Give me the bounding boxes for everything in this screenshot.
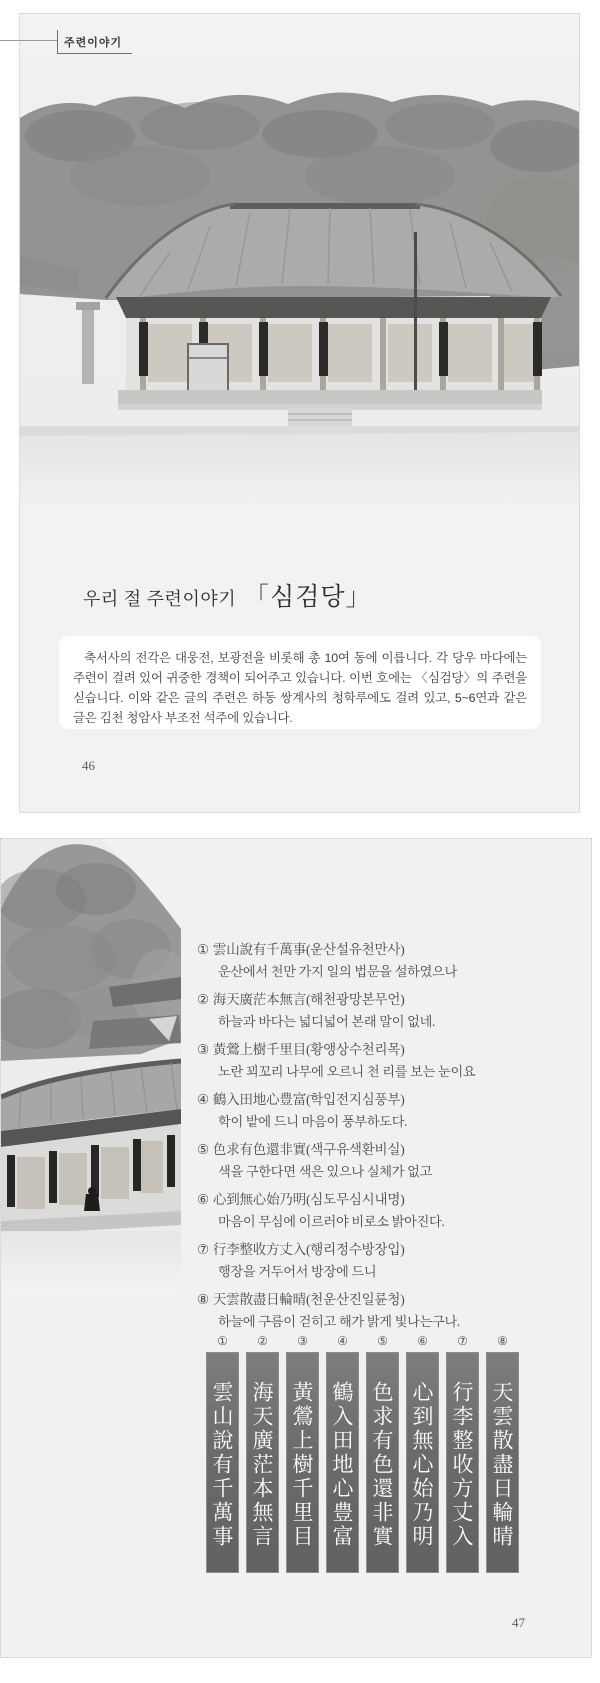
panel-number: ③	[297, 1334, 308, 1348]
panel-board: 心到無心始乃明	[406, 1352, 439, 1573]
panel-number: ①	[217, 1334, 228, 1348]
couplet-number: ④	[197, 1092, 209, 1107]
couplet-hanja: 雲山說有千萬事	[212, 942, 307, 957]
calligraphy-panels	[206, 1333, 519, 1573]
couplet-item-7	[197, 1238, 573, 1283]
magazine-page-47	[0, 838, 592, 1658]
panel-number: ⑤	[377, 1334, 388, 1348]
couplet-translation: 행장을 거두어서 방장에 드니	[218, 1264, 377, 1279]
couplet-item-6	[197, 1188, 573, 1233]
couplet-reading: (심도무심시내명)	[306, 1192, 405, 1207]
couplet-number: ②	[197, 992, 209, 1007]
couplet-hanja: 天雲散盡日輪晴	[212, 1292, 307, 1307]
panel-board: 黃鶯上樹千里目	[286, 1352, 319, 1573]
panel-board: 海天廣茫本無言	[246, 1352, 279, 1573]
couplet-reading: (행리정수방장입)	[306, 1242, 405, 1257]
couplet-reading: (학입전지심풍부)	[306, 1092, 405, 1107]
temple-hillside-photo	[1, 839, 181, 1291]
couplet-number: ⑤	[197, 1142, 209, 1157]
couplet-reading: (천운산진일륜청)	[306, 1292, 405, 1307]
couplet-number: ③	[197, 1042, 209, 1057]
intro-text-box	[59, 636, 541, 729]
couplet-number: ⑧	[197, 1292, 209, 1307]
calligraphy-panel-5	[366, 1333, 399, 1573]
magazine-page-46	[19, 13, 580, 813]
calligraphy-panel-3	[286, 1333, 319, 1573]
panel-number: ⑥	[417, 1334, 428, 1348]
panel-number: ④	[337, 1334, 348, 1348]
panel-board: 鶴入田地心豊富	[326, 1352, 359, 1573]
couplet-translation: 학이 밭에 드니 마음이 풍부하도다.	[218, 1114, 408, 1129]
couplet-hanja: 心到無心始乃明	[212, 1192, 307, 1207]
panel-number: ⑦	[457, 1334, 468, 1348]
couplet-hanja: 黃鶯上樹千里目	[212, 1042, 307, 1057]
page-number-47: 47	[512, 1615, 525, 1630]
couplet-item-8	[197, 1288, 573, 1333]
article-title-prefix: 우리 절 주련이야기	[83, 589, 237, 609]
panel-board: 雲山說有千萬事	[206, 1352, 239, 1573]
temple-hillside-illustration	[1, 839, 181, 1291]
calligraphy-panel-7	[446, 1333, 479, 1573]
couplet-number: ①	[197, 942, 209, 957]
couplet-translation: 노란 꾀꼬리 나무에 오르니 천 리를 보는 눈이요	[218, 1064, 476, 1079]
couplet-translation: 색을 구한다면 색은 있으나 실체가 없고	[218, 1164, 433, 1179]
couplet-hanja: 海天廣茫本無言	[212, 992, 307, 1007]
calligraphy-panel-6	[406, 1333, 439, 1573]
couplet-item-4	[197, 1088, 573, 1133]
article-title	[83, 577, 543, 613]
couplet-hanja: 行李整收方丈入	[212, 1242, 307, 1257]
page-number-46: 46	[82, 758, 95, 773]
couplet-number: ⑥	[197, 1192, 209, 1207]
couplet-reading: (해천광망본무언)	[306, 992, 405, 1007]
couplet-reading: (운산설유천만사)	[306, 942, 405, 957]
couplet-translation: 마음이 무심에 이르러야 비로소 밝아진다.	[218, 1214, 445, 1229]
intro-paragraph: 축서사의 전각은 대웅전, 보광전을 비롯해 총 10여 동에 이릅니다. 각 당우 마다에는 주련이 걸려 있어 귀중한 경책이 되어주고 있습니다. 이번 호에는 〈심검당〉의 주련을 싣습니다. 이와 같은 글의 주련은 하동 쌍계사의 청학루에도 걸려 있고, 5~6연과 같은 글은 김천 청암사 부조전 석주에 있습니다.	[73, 651, 527, 726]
temple-photo-simgeomdang	[20, 56, 579, 504]
header-rule-line	[0, 40, 57, 41]
couplet-hanja: 鶴入田地心豊富	[212, 1092, 307, 1107]
panel-number: ⑧	[497, 1334, 508, 1348]
couplet-translation: 하늘에 구름이 걷히고 해가 밝게 빛나는구나.	[218, 1314, 460, 1329]
couplet-hanja: 色求有色還非實	[212, 1142, 307, 1157]
couplet-translation: 하늘과 바다는 넓디넓어 본래 말이 없네.	[218, 1014, 436, 1029]
section-header-label: 주련이야기	[57, 30, 132, 54]
calligraphy-panel-2	[246, 1333, 279, 1573]
couplet-item-3	[197, 1038, 573, 1083]
panel-board: 色求有色還非實	[366, 1352, 399, 1573]
couplet-item-5	[197, 1138, 573, 1183]
couplet-reading: (황앵상수천리목)	[306, 1042, 405, 1057]
temple-photo-illustration	[20, 56, 579, 504]
panel-board: 行李整收方丈入	[446, 1352, 479, 1573]
calligraphy-panel-1	[206, 1333, 239, 1573]
couplet-reading: (색구유색환비실)	[306, 1142, 405, 1157]
calligraphy-panel-4	[326, 1333, 359, 1573]
article-title-hall-name: 「심검당」	[244, 584, 372, 611]
couplet-number: ⑦	[197, 1242, 209, 1257]
couplet-translation: 운산에서 천만 가지 일의 법문을 설하였으나	[218, 964, 457, 979]
couplet-item-1	[197, 938, 573, 983]
couplet-item-2	[197, 988, 573, 1033]
calligraphy-panel-8	[486, 1333, 519, 1573]
panel-board: 天雲散盡日輪晴	[486, 1352, 519, 1573]
couplet-list	[197, 938, 573, 1338]
panel-number: ②	[257, 1334, 268, 1348]
